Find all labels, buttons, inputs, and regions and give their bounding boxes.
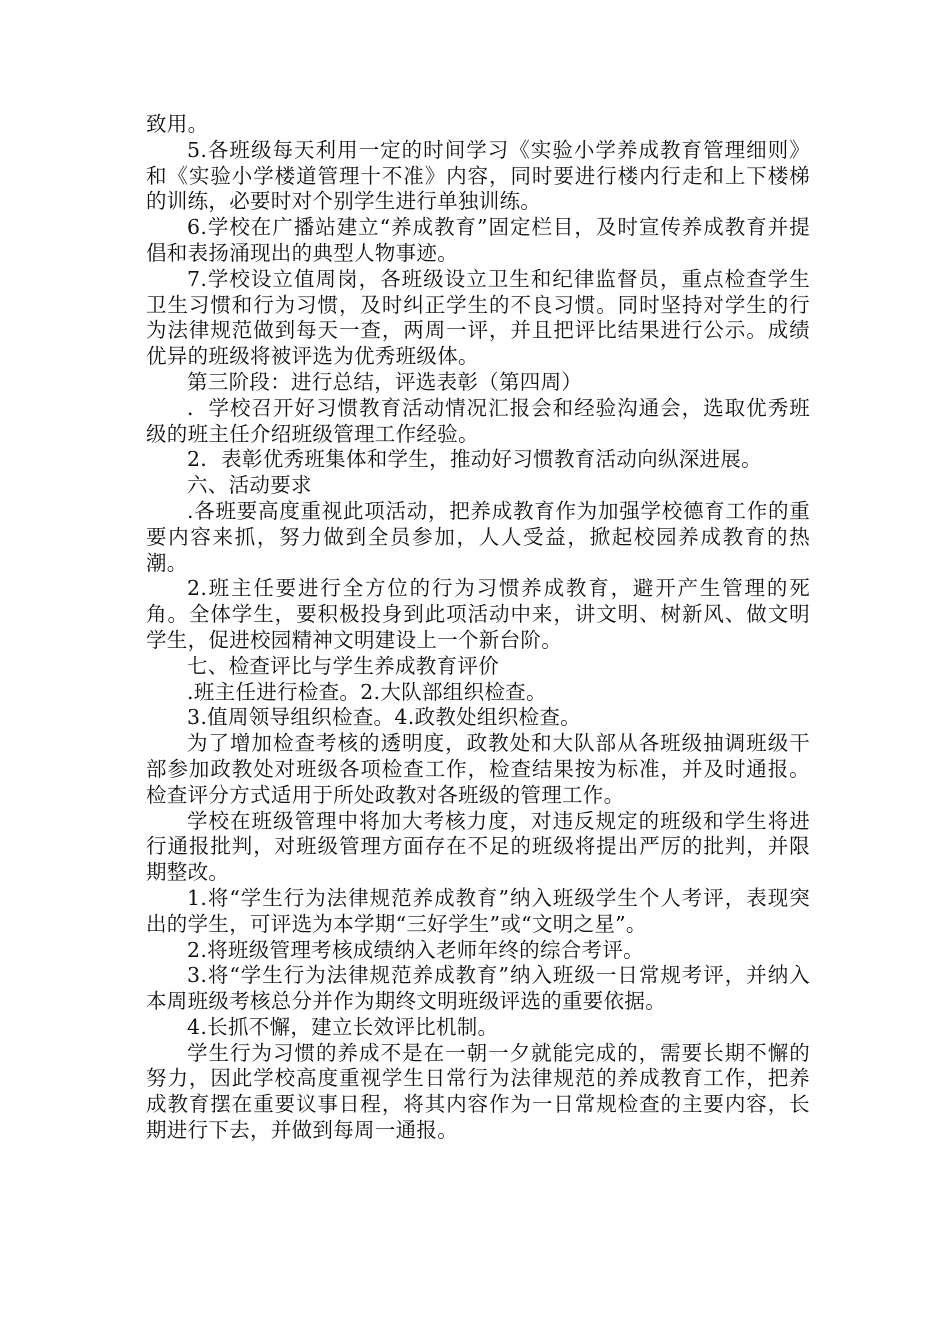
section-heading-activity-requirements: 六、活动要求 — [187, 473, 312, 498]
paragraph-inspection-1-2: .班主任进行检查。2.大队部组织检查。 — [187, 679, 547, 704]
paragraph-stage-three-2: 2．表彰优秀班集体和学生，推动好习惯教育活动向纵深进展。 — [187, 447, 762, 472]
paragraph-item-6: 6.学校在广播站建立“养成教育”固定栏目，及时宣传养成教育并提倡和表扬涌现出的典型人物事迹。 — [146, 215, 810, 265]
paragraph-continuation: 致用。 — [146, 112, 209, 136]
paragraph-conclusion: 学生行为习惯的养成不是在一朝一夕就能完成的，需要长期不懈的努力，因此学校高度重视学生日常行为法律规范的养成教育工作，把养成教育摆在重要议事日程，将其内容作为一日常规检查的主要内容，长期进行下去，并做到每周一通报。 — [146, 1040, 810, 1143]
paragraph-item-7: 7.学校设立值周岗，各班级设立卫生和纪律监督员，重点检查学生卫生习惯和行为习惯，及时纠正学生的不良习惯。同时坚持对学生的行为法律规范做到每天一查，两周一评，并且把评比结果进行公示。成绩优异的班级将被评选为优秀班级体。 — [146, 266, 810, 369]
section-heading-inspection: 七、检查评比与学生养成教育评价 — [187, 653, 499, 678]
paragraph-evaluation-1: 1.将“学生行为法律规范养成教育”纳入班级学生个人考评，表现突出的学生，可评选为本学期“三好学生”或“文明之星”。 — [146, 885, 810, 936]
paragraph-evaluation-4: 4.长抓不懈，建立长效评比机制。 — [187, 1014, 499, 1039]
paragraph-transparency: 为了增加检查考核的透明度，政教处和大队部从各班级抽调班级干部参加政教处对班级各项检查工作，检查结果按为标准，并及时通报。检查评分方式适用于所处政教对各班级的管理工作。 — [146, 731, 810, 807]
paragraph-item-5: 5.各班级每天利用一定的时间学习《实验小学养成教育管理细则》和《实验小学楼道管理十不准》内容，同时要进行楼内行走和上下楼梯的训练，必要时对个别学生进行单独训练。 — [146, 137, 810, 214]
paragraph-requirement-1: .各班要高度重视此项活动，把养成教育作为加强学校德育工作的重要内容来抓，努力做到全员参加，人人受益，掀起校园养成教育的热潮。 — [146, 498, 810, 575]
section-heading-stage-three: 第三阶段：进行总结，评选表彰（第四周） — [187, 369, 583, 394]
document-body — [146, 112, 810, 1144]
paragraph-assessment: 学校在班级管理中将加大考核力度，对违反规定的班级和学生将进行通报批判，对班级管理方面存在不足的班级将提出严厉的批判，并限期整改。 — [146, 808, 810, 885]
paragraph-stage-three-1: ．学校召开好习惯教育活动情况汇报会和经验沟通会，选取优秀班级的班主任介绍班级管理工作经验。 — [146, 395, 810, 446]
paragraph-evaluation-2: 2.将班级管理考核成绩纳入老师年终的综合考评。 — [187, 937, 644, 962]
paragraph-requirement-2: 2.班主任要进行全方位的行为习惯养成教育，避开产生管理的死角。全体学生，要积极投身到此项活动中来，讲文明、树新风、做文明学生，促进校园精神文明建设上一个新台阶。 — [146, 576, 810, 652]
paragraph-evaluation-3: 3.将“学生行为法律规范养成教育”纳入班级一日常规考评，并纳入本周班级考核总分并作为期终文明班级评选的重要依据。 — [146, 963, 810, 1014]
paragraph-inspection-3-4: 3.值周领导组织检查。4.政教处组织检查。 — [187, 705, 581, 730]
